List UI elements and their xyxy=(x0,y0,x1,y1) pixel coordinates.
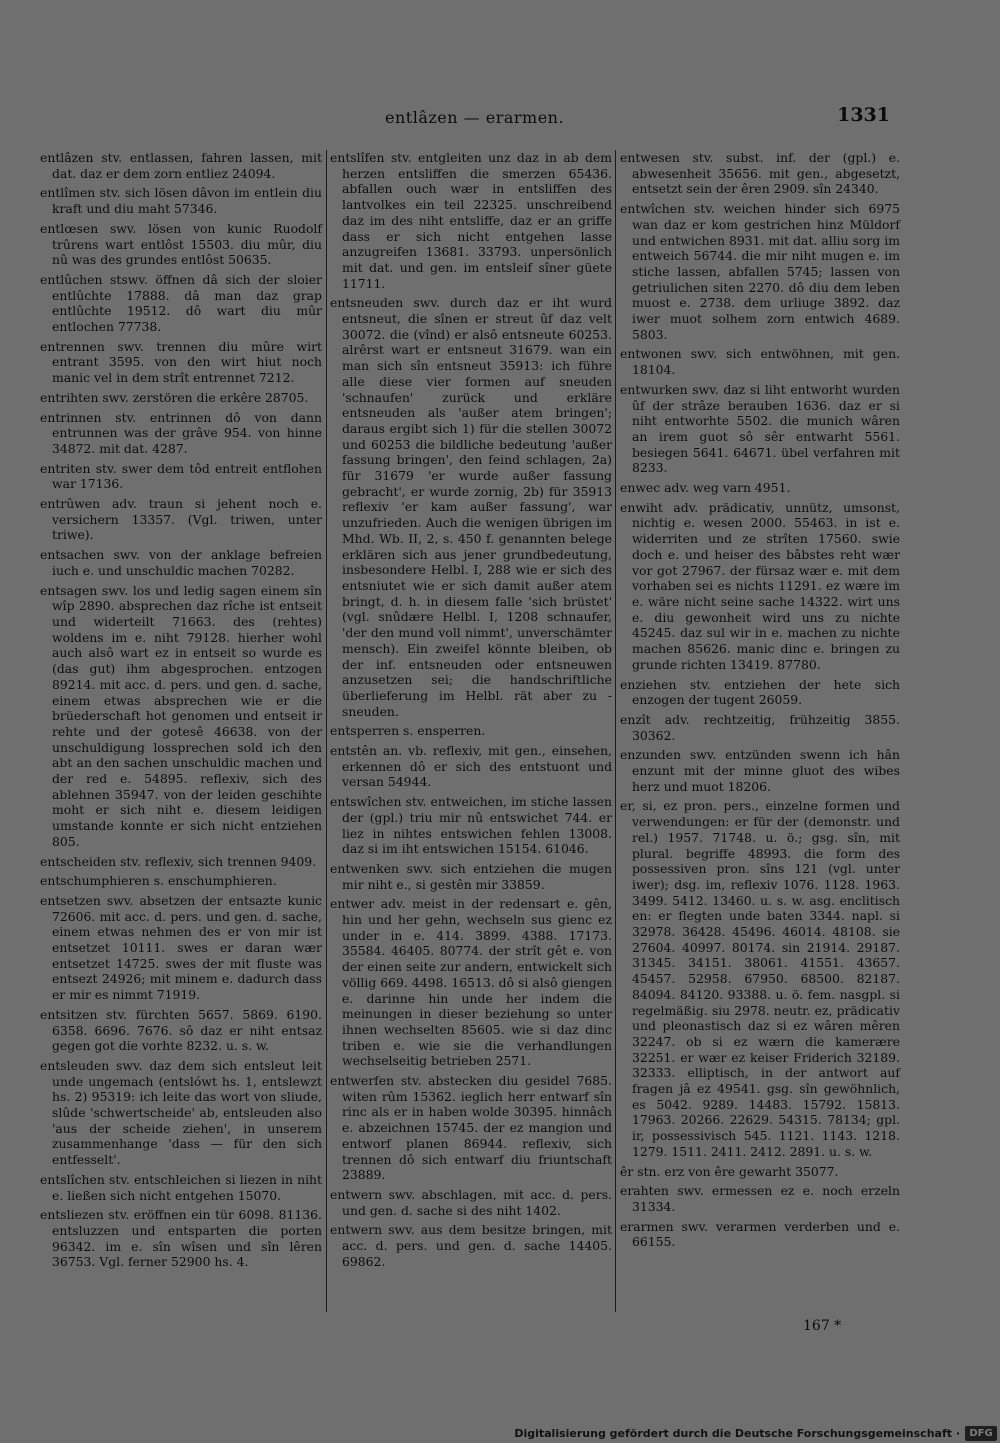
dictionary-entry xyxy=(620,1219,900,1250)
entry-lemma: entwonen xyxy=(620,346,682,362)
entry-body: swv. von der anklage befreien iuch e. und unschuldic machen 70282. xyxy=(52,547,322,578)
dictionary-entry xyxy=(40,410,322,457)
entry-body: swv. verarmen verderben und e. 66155. xyxy=(632,1218,900,1250)
entry-body: stv. entziehen der hete sich enzogen der tugent 26059. xyxy=(632,676,900,708)
dictionary-entry xyxy=(330,1187,612,1218)
entry-body: swv. aus dem besitze bringen, mit acc. d. pers. und gen. d. sache 14405. 69862. xyxy=(342,1222,612,1269)
entry-lemma: entlâzen xyxy=(40,150,94,165)
column-divider xyxy=(615,150,616,1312)
entry-body: stv. abstecken diu gesidel 7685. witen rûm 15362. ieglich herr entwarf sîn rinc als er in haben wolde 30395. hinnâch e. abzeichnen 15745. der ez mangion und entworf planen 86944. reflexiv, sich trennen dô sich entwarf diu friuntschaft 23889. xyxy=(342,1073,612,1183)
dictionary-entry xyxy=(40,339,322,386)
entry-lemma: er, si, ez xyxy=(620,798,678,814)
column-middle xyxy=(330,150,612,1274)
dictionary-entry xyxy=(620,798,900,1159)
entry-body: swv. durch daz er iht wurd entsneut, die sînen er streut ûf daz velt 30072. die (vînd) er alsô entsneute 60253. alrêrst wart er entsneut 31679. wan ein man sich sîn entsneut 35913: ich führe alle diese vier formen auf sneuden 'schnaufen' zurück und erkläre entsneuden als 'außer atem bringen'; daraus ergibt sich 1) für die stellen 30072 und 60253 die bildliche bedeutung 'außer fassung bringen', den feind schlagen, 2a) für 31679 'er wurde außer fassung gebracht', er wurde zornig, 2b) für 35913 reflexiv 'er kam außer fassung', war unzufrieden. Auch die wenigen übrigen im Mhd. Wb. II, 2, s. 450 f. genannten belege erklären sich aus jener grundbedeutung, insbesondere Helbl. I, 288 wie er sich des entsniutet wie er sich damit außer atem bringt, d. h. in diesem falle 'sich brüstet' (vgl. snûdære Helbl. I, 1208 schnaufer, 'der den mund voll nimmt', unverschämter mensch). Ein zweifel könnte bleiben, ob der inf. entsneuden oder entsneuwen anzusetzen sei; die handschriftliche überlieferung im Helbl. rät aber zu -sneuden. xyxy=(342,295,612,719)
entry-body: s. ensperren. xyxy=(403,723,486,739)
entry-body: stv. fürchten 5657. 5869. 6190. 6358. 6696. 7676. sô daz er niht entsaz gegen got die vorhte 8232. u. s. w. xyxy=(52,1006,322,1054)
entry-body: stv. entlassen, fahren lassen, mit dat. daz er dem zorn entliez 24094. xyxy=(52,150,322,181)
dictionary-entry xyxy=(40,1172,322,1203)
dictionary-entry xyxy=(330,295,612,719)
column-divider xyxy=(326,150,327,1312)
dfg-logo: DFG xyxy=(965,1426,997,1441)
dictionary-entry xyxy=(40,461,322,492)
dictionary-entry xyxy=(620,747,900,794)
entry-body: stswv. öffnen dâ sich der sloier entlûchte 17888. dâ man daz grap entlûchte 19512. dô wart diu mûr entlochen 77738. xyxy=(52,271,322,335)
entry-lemma: entrinnen xyxy=(40,409,102,425)
dictionary-entry xyxy=(620,150,900,197)
entry-lemma: entlîmen xyxy=(40,185,96,201)
entry-body: adv. traun si jehent noch e. versichern 13357. (Vgl. triwen, unter triwe). xyxy=(52,496,322,543)
entry-lemma: entwern xyxy=(330,1187,383,1202)
entry-body: stv. swer dem tôd entreit entflohen war 17136. xyxy=(52,460,322,492)
entry-lemma: entswîchen xyxy=(330,794,402,810)
entry-lemma: entsetzen xyxy=(40,892,101,908)
dictionary-entry xyxy=(330,743,612,790)
entry-lemma: entlûchen xyxy=(40,271,103,287)
signature-mark: 167 * xyxy=(803,1318,842,1334)
entry-lemma: enzît xyxy=(620,711,651,727)
dictionary-entry xyxy=(40,1058,322,1168)
entry-body: adv. meist in der redensart e. gên, hin und her gehn, wechseln sus gienc ez under in e. 414. 3899. 4388. 17173. 35584. 46405. 80774. der strît gêt e. von der einen seite zur andern, entwickelt sich völlig 669. 4498. 16513. dô si alsô giengen e. darinne hin unde her indem die meinungen in dieser beziehung so unter ihnen wechselten 85605. wie si daz dinc triben e. wie sie die verhandlungen wechselseitig betrieben 2571. xyxy=(342,896,612,1069)
entry-lemma: entsperren xyxy=(330,723,400,739)
dictionary-entry xyxy=(330,1222,612,1269)
entry-body: swv. ermessen ez e. noch erzeln 31334. xyxy=(632,1183,900,1214)
entry-lemma: êr xyxy=(620,1163,634,1179)
entry-body: adv. rechtzeitig, frühzeitig 3855. 30362. xyxy=(632,711,900,743)
dictionary-entry xyxy=(620,677,900,708)
entry-body: adv. prädicativ, unnütz, umsonst, nichtig e. wesen 2000. 55463. in ist e. widerriten und ze strîten 17560. swie doch e. und heiser des bâbstes reht wær vor got 27967. der fürsaz wær e. mit dem vorhaben sei es nichts 11291. ez wære im e. wäre nicht seine sache 14322. wirt uns e. diu gewonheit wird uns zu nichte 45245. daz sul wir in e. machen zu nichte machen 85626. manic dinc e. bringen zu grunde richten 13419. 87780. xyxy=(632,499,900,672)
entry-lemma: erahten xyxy=(620,1183,669,1199)
dictionary-entry xyxy=(40,150,322,181)
entry-body: swv. zerstören die erkêre 28705. xyxy=(102,389,309,405)
entry-body: swv. abschlagen, mit acc. d. pers. und gen. d. sache si des niht 1402. xyxy=(342,1187,612,1218)
entry-body: swv. daz dem sich entsleut leit unde ungemach (entslówt hs. 1, entslewzt hs. 2) 95319: ich leite das wort von sliude, slûde 'schwertscheide' ab, entsleuden also 'aus der scheide ziehen', in unserem zusammenhange 'dass — für den sich entfesselt'. xyxy=(52,1057,322,1168)
entry-body: stv. entweichen, im stiche lassen der (gpl.) triu mir nû entswichet 744. er liez in nihtes entswichen fehlen 13008. daz si im iht entswichen 15154. 61046. xyxy=(342,794,612,857)
entry-body: stn. erz von êre gewarht 35077. xyxy=(637,1163,839,1179)
dictionary-entry xyxy=(620,346,900,377)
entry-lemma: entschumphieren xyxy=(40,873,150,889)
entry-lemma: entslîfen xyxy=(330,150,385,165)
dictionary-entry xyxy=(330,1073,612,1183)
dictionary-entry xyxy=(40,221,322,268)
entry-body: stv. entschleichen si liezen in niht e. ließen sich nicht entgehen 15070. xyxy=(52,1171,322,1203)
entry-lemma: entslîchen xyxy=(40,1171,105,1187)
entry-body: stv. entgleiten unz daz in ab dem herzen entsliffen die smerzen 65436. abfallen ouch wær in entsliffen des lantvolkes ein teil 22325. unschreibend daz im des niht entsliffe, daz er an griffe dass er sich nicht entgehen lasse anzugreifen 13681. 33793. unpersönlich mit dat. und gen. im entsleif sîner güete 11711. xyxy=(342,150,612,291)
entry-body: stv. eröffnen ein tür 6098. 81136. entsluzzen und entsparten die porten 96342. im e. sîn wîsen und sîn lêren 36753. Vgl. ferner 52900 hs. 4. xyxy=(52,1207,322,1270)
entry-lemma: entwern xyxy=(330,1222,383,1238)
entry-lemma: entriten xyxy=(40,460,91,476)
dictionary-entry xyxy=(620,480,900,496)
dictionary-entry xyxy=(40,583,322,850)
dictionary-entry xyxy=(40,496,322,543)
entry-body: adv. weg varn 4951. xyxy=(664,480,791,496)
dictionary-entry xyxy=(330,794,612,857)
entry-lemma: entsliezen xyxy=(40,1207,104,1223)
column-left xyxy=(40,150,322,1274)
entry-lemma: entscheiden xyxy=(40,853,117,869)
dictionary-entry xyxy=(40,1207,322,1270)
entry-body: swv. trennen diu mûre wirt entrant 3595. von den wirt hiut noch manic vel in dem strît entrennet 7212. xyxy=(52,338,322,386)
entry-lemma: entwer xyxy=(330,896,375,912)
entry-lemma: entsleuden xyxy=(40,1057,110,1073)
entry-lemma: entsachen xyxy=(40,547,105,563)
entry-body: stv. entrinnen dô von dann entrunnen was der grâve 954. von hinne 34872. mit dat. 4287. xyxy=(52,409,322,456)
entry-lemma: entwîchen xyxy=(620,201,686,217)
entry-lemma: entrihten xyxy=(40,389,99,405)
entry-body: swv. absetzen der entsazte kunic 72606. mit acc. d. pers. und gen. d. sache, einem etwas nehmen des er von mir ist entsetzet 10111. swes er daran wær entsetzet 14725. swes der mit fluste was entsezt 24926; mit minem e. dadurch dass er mir es nimmt 71919. xyxy=(52,892,322,1003)
dictionary-entry xyxy=(330,723,612,739)
entry-lemma: entwurken xyxy=(620,381,688,397)
entry-body: swv. los und ledig sagen einem sîn wîp 2890. absprechen daz rîche ist entseit und widerteilt 71663. des (rehtes) woldens im e. niht 79128. hierher wohl auch alsô wart ez in entseit so wurde es (das gut) ihm abgesprochen. entzogen 89214. mit acc. d. pers. und gen. d. sache, einem etwas absprechen wie er die brüederschaft hot genomen und entseit ir rehte und der gotesê 46638. von der unschuldigung lossprechen sold ich den abt an den sachen unschuldic machen und der red e. 54895. reflexiv, sich des ablehnen 35947. von der leiden geschihte moht er sich niht e. diesem leidigen umstande konnte er sich nicht entziehen 805. xyxy=(52,582,322,849)
entry-body: s. enschumphieren. xyxy=(153,873,277,889)
column-right xyxy=(620,150,900,1254)
entry-body: pron. pers., einzelne formen und verwendungen: er für der (demonstr. und rel.) 1957. 71748. u. ö.; gsg. sîn, mit plural. begriffe 48993. die form des possessiven pron. sîns 121 (vgl. unter iwer); dsg. im, reflexiv 1076. 1128. 1963. 3499. 5412. 13460. u. s. w. asg. enclitisch en: er flegten unde baten 3344. napl. si 32978. 36428. 45496. 46014. 48108. sie 27604. 40997. 80174. sin 21914. 29187. 31345. 34151. 38061. 41551. 43657. 45457. 52958. 67950. 68500. 82187. 84094. 84120. 93388. u. ö. fem. nasgpl. si regelmäßig. siu 2978. neutr. ez, prädicativ und pleonastisch daz si ez wâren mêren 32247. ob si ez wærn die kamerære 32251. er wær ez keiser Friderich 32189. 32333. elliptisch, in der antwort auf fragen jâ ez 49541. gsg. sîn gewöhnlich, es 5042. 9289. 14483. 15792. 15813. 17963. 20266. 22629. 54315. 78134; gpl. ir, possessivisch 545. 1121. 1143. 1218. 1279. 1511. 2411. 2412. 2891. u. s. w. xyxy=(632,798,900,1159)
entry-lemma: enwiht xyxy=(620,499,663,515)
entry-body: stv. reflexiv, sich trennen 9409. xyxy=(120,853,317,869)
dictionary-entry xyxy=(40,185,322,216)
page-header xyxy=(0,104,1000,138)
entry-body: swv. sich entziehen die mugen mir niht e., si gestên mir 33859. xyxy=(342,860,612,892)
entry-lemma: entlœsen xyxy=(40,220,99,236)
dictionary-entry xyxy=(330,150,612,291)
dictionary-entry xyxy=(620,500,900,673)
running-head: entlâzen — erarmen. xyxy=(385,108,565,127)
dictionary-entry xyxy=(620,201,900,342)
dictionary-entry xyxy=(330,861,612,892)
entry-lemma: enwec xyxy=(620,480,661,496)
entry-lemma: entwenken xyxy=(330,860,400,876)
entry-body: an. vb. reflexiv, mit gen., einsehen, erkennen dô er sich des entstuont und versan 54944. xyxy=(342,743,612,790)
dictionary-entry xyxy=(40,854,322,870)
entry-lemma: erarmen xyxy=(620,1218,674,1234)
entry-lemma: enzunden xyxy=(620,747,682,763)
entry-lemma: entsagen xyxy=(40,582,98,598)
entry-lemma: entwesen xyxy=(620,150,680,165)
dictionary-entry xyxy=(40,272,322,335)
entry-body: stv. subst. inf. der (gpl.) e. abwesenheit 35656. mit gen., abgesetzt, entsetzt sein der êren 2909. sîn 24340. xyxy=(632,150,900,197)
entry-lemma: entrûwen xyxy=(40,496,101,512)
entry-body: swv. entzünden swenn ich hân enzunt mit der minne gluot des wibes herz und muot 18206. xyxy=(632,747,900,794)
entry-lemma: entrennen xyxy=(40,338,105,354)
entry-lemma: entsneuden xyxy=(330,295,404,311)
entry-lemma: entwerfen xyxy=(330,1073,395,1089)
dictionary-entry xyxy=(40,893,322,1003)
entry-body: stv. sich lösen dâvon im entlein diu kraft und diu maht 57346. xyxy=(52,185,322,217)
entry-body: swv. sich entwöhnen, mit gen. 18104. xyxy=(632,346,900,378)
dictionary-entry xyxy=(620,712,900,743)
entry-body: stv. weichen hinder sich 6975 wan daz er kom gestrichen hinz Müldorf und entwichen 8931. mit dat. alliu sorg im entweich 56744. die mir niht mugen e. im stiche lassen, abfallen 5745; lassen von getriulichen siten 2270. dô diu dem leben muost e. 2738. dem urliuge 3892. daz iwer muot solhem zorn entwich 4689. 5803. xyxy=(632,201,900,342)
dictionary-entry xyxy=(330,896,612,1069)
entry-lemma: enziehen xyxy=(620,676,677,692)
footer xyxy=(0,1425,1000,1443)
dictionary-entry xyxy=(620,1183,900,1214)
dictionary-entry xyxy=(40,390,322,406)
entry-body: swv. lösen von kunic Ruodolf trûrens wart entlôst 15503. diu mûr, diu nû was des grundes entlôst 50635. xyxy=(52,220,322,268)
entry-lemma: entstên xyxy=(330,743,377,759)
dictionary-entry xyxy=(40,547,322,578)
dictionary-entry xyxy=(620,1164,900,1180)
entry-body: swv. daz si liht entworht wurden ûf der strâze berauben 1636. daz er si niht entworhte 5502. die munich wâren an irem guot sô sêr entwarht 5561. besiegen 5641. 64671. übel verfahren mit 8233. xyxy=(632,381,900,476)
funding-note: Digitalisierung gefördert durch die Deutsche Forschungsgemeinschaft · xyxy=(514,1427,960,1440)
page-number: 1331 xyxy=(837,104,890,126)
dictionary-entry xyxy=(40,1007,322,1054)
dictionary-entry xyxy=(620,382,900,476)
entry-lemma: entsitzen xyxy=(40,1006,98,1022)
dictionary-entry xyxy=(40,873,322,889)
